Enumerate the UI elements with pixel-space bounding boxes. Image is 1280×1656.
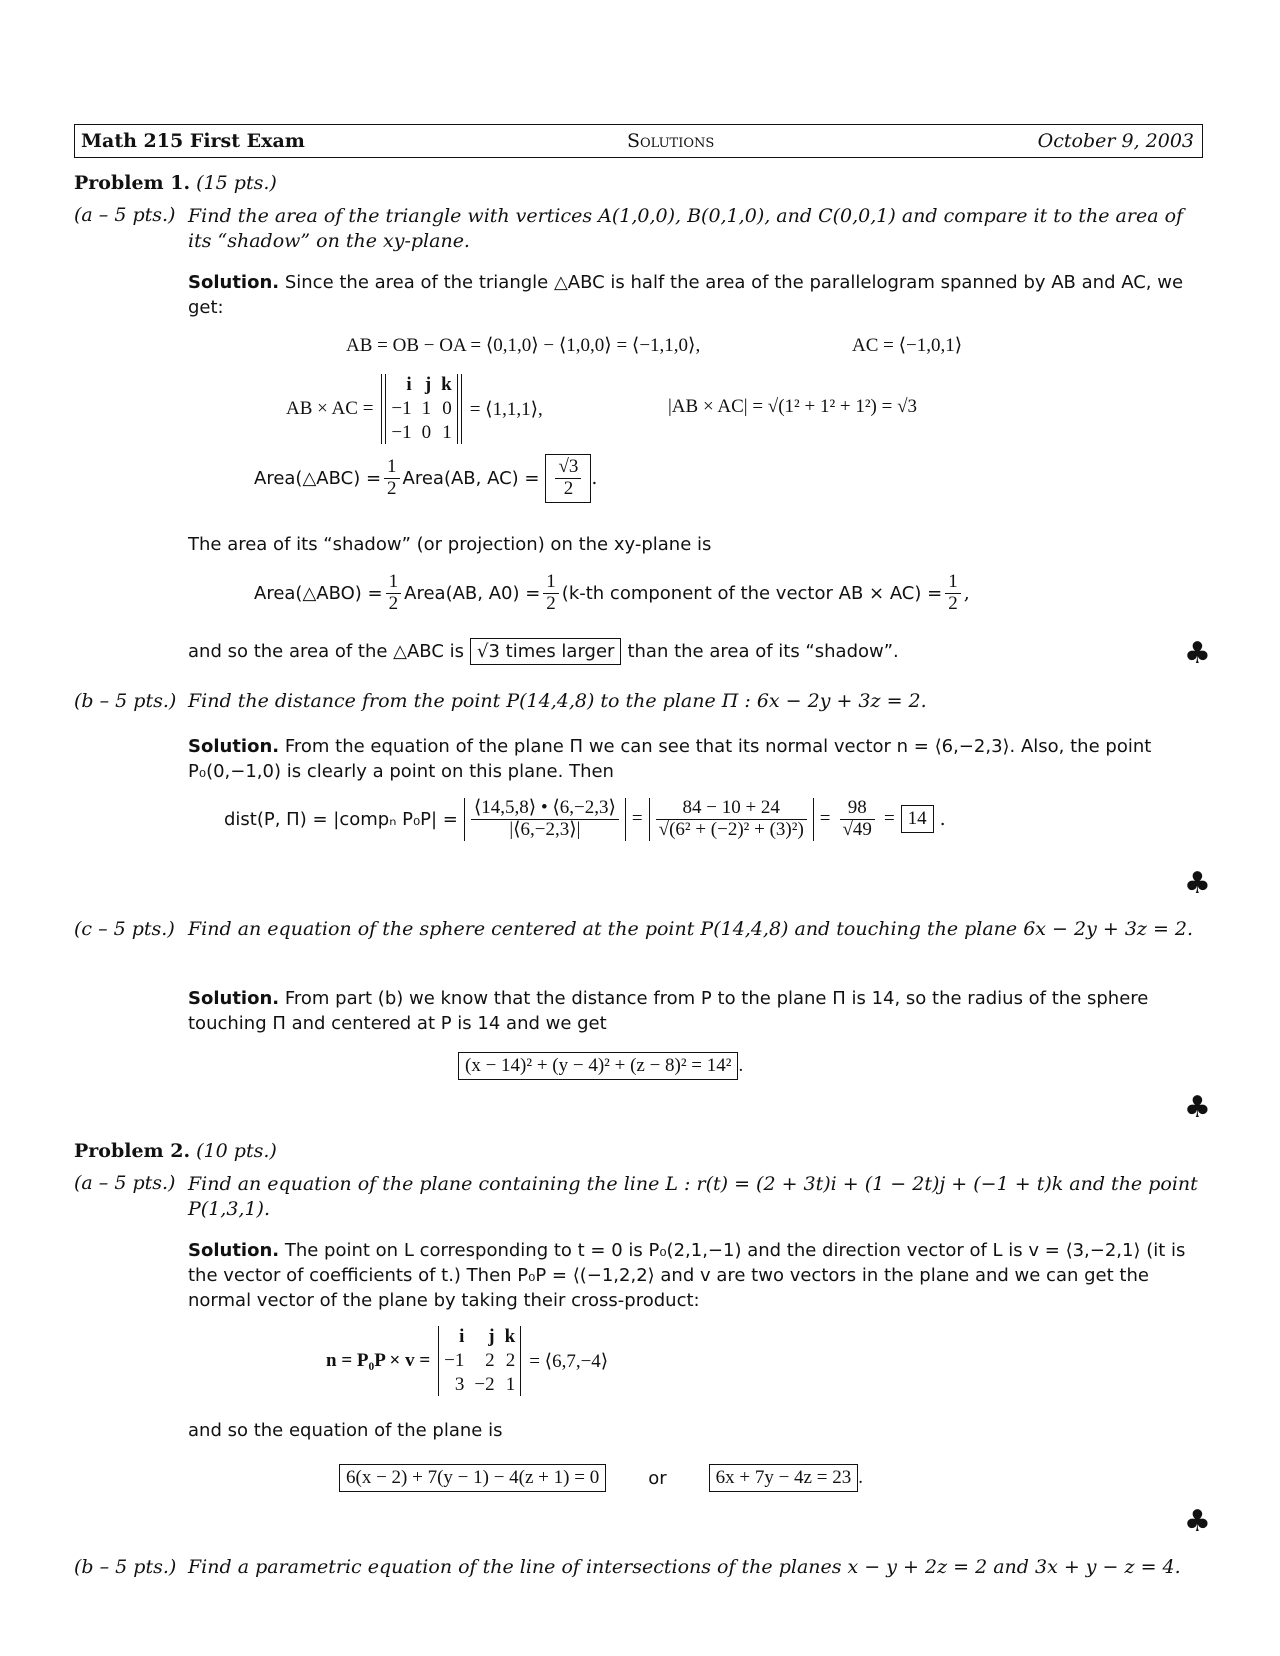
header-title: Solutions xyxy=(627,130,715,152)
normal-matrix xyxy=(438,1326,521,1396)
fraction-denominator: √49 xyxy=(842,818,872,840)
problem-2-heading xyxy=(74,1140,277,1162)
fraction-denominator: 2 xyxy=(546,592,556,614)
matrix-cell: 0 xyxy=(442,398,452,419)
shadow-mid: Area(AB, A0) = xyxy=(404,582,541,604)
cross-norm: |AB × AC| = √(1² + 1² + 1²) = √3 xyxy=(668,396,918,417)
matrix-cell: 2 xyxy=(485,1350,495,1371)
fraction-numerator: √3 xyxy=(555,457,581,479)
solution-label: Solution. xyxy=(188,736,280,757)
period: . xyxy=(939,808,946,831)
normal-rhs: = ⟨6,7,−4⟩ xyxy=(529,1350,609,1372)
abs-fraction-2 xyxy=(649,798,814,841)
problem-1-heading xyxy=(74,172,277,194)
matrix-cell: j xyxy=(488,1326,495,1347)
problem-2-title: Problem 2. xyxy=(74,1140,191,1162)
conclusion-pre: and so the area of the △ABC is xyxy=(188,641,465,662)
fraction-denominator: 2 xyxy=(948,592,958,614)
club-icon: ♣ xyxy=(1184,636,1211,671)
problem-1-points: (15 pts.) xyxy=(196,172,277,194)
fraction-numerator: 84 − 10 + 24 xyxy=(656,798,807,820)
fraction-denominator: 2 xyxy=(563,477,574,499)
plane-answer-box-1: 6(x − 2) + 7(y − 1) − 4(z + 1) = 0 xyxy=(339,1464,606,1492)
plane-answer-box-2: 6x + 7y − 4z = 23 xyxy=(709,1464,859,1492)
cross-matrix xyxy=(385,374,457,444)
shadow-lhs: Area(△ABO) = xyxy=(254,582,383,604)
course-title: Math 215 First Exam xyxy=(81,130,305,152)
part-1a-label: (a – 5 pts.) xyxy=(74,204,176,226)
solution-text: The point on L corresponding to t = 0 is P₀(2,1,−1) and the direction vector of L is v = ⟨3,−2,1⟩ (it is the vector of coefficients of t.) Then P₀P = ⟨(−1,2,2⟩ and v are two vectors in the plane and we can get the normal vector of the plane by taking their cross-product: xyxy=(188,1240,1186,1311)
part-1c-question: Find an equation of the sphere centered at the point P(14,4,8) and touching the plane 6x − 2y + 3z = 2. xyxy=(188,918,1194,940)
fraction xyxy=(471,798,619,841)
fraction-half xyxy=(384,457,400,500)
normal-vector-equation xyxy=(326,1326,608,1396)
shadow-component: (k-th component of the vector AB × AC) = xyxy=(561,582,943,604)
fraction-denominator: 2 xyxy=(387,477,397,499)
eq-ac-vector: AC = ⟨−1,0,1⟩ xyxy=(852,335,963,356)
matrix-cell: −1 xyxy=(391,398,412,419)
area-conclusion xyxy=(188,638,899,665)
distance-lhs: dist(P, Π) = |compₙ P₀P| = xyxy=(224,808,458,830)
fraction xyxy=(656,798,807,841)
exam-header xyxy=(74,124,1203,158)
cross-rhs: = ⟨1,1,1⟩, xyxy=(469,398,543,420)
fraction-denominator: |⟨6,−2,3⟩| xyxy=(509,818,581,840)
or-text: or xyxy=(648,1467,667,1489)
part-1a-solution-intro xyxy=(188,270,1203,320)
part-2a-label: (a – 5 pts.) xyxy=(74,1172,176,1194)
exam-date: October 9, 2003 xyxy=(1037,130,1194,152)
eq-ab-vector: AB = OB − OA = ⟨0,1,0⟩ − ⟨1,0,0⟩ = ⟨−1,1,0⟩, xyxy=(346,335,701,356)
club-icon: ♣ xyxy=(1184,1504,1211,1539)
area-answer-box xyxy=(545,454,591,503)
solution-label: Solution. xyxy=(188,1240,280,1261)
fraction-numerator: ⟨14,5,8⟩ • ⟨6,−2,3⟩ xyxy=(471,798,619,820)
conclusion-answer-box: √3 times larger xyxy=(470,638,621,665)
sphere-answer-box: (x − 14)² + (y − 4)² + (z − 8)² = 14² xyxy=(458,1052,738,1080)
solution-text: From part (b) we know that the distance from P to the plane Π is 14, so the radius of the sphere touching Π and centered at P is 14 and we get xyxy=(188,988,1149,1034)
part-1a-question: Find the area of the triangle with vertices A(1,0,0), B(0,1,0), and C(0,0,1) and compare it to the area of its “shadow” on the xy-plane. xyxy=(188,205,1184,252)
shadow-area-equation xyxy=(254,572,970,615)
matrix-cell: k xyxy=(504,1326,516,1347)
part-2b-label: (b – 5 pts.) xyxy=(74,1556,177,1578)
period: . xyxy=(738,1055,744,1076)
area-lhs: Area(△ABC) = xyxy=(254,467,382,489)
matrix-cell: k xyxy=(441,374,452,395)
conclusion-post: than the area of its “shadow”. xyxy=(627,641,899,662)
matrix-cell: −2 xyxy=(474,1374,495,1395)
fraction-half xyxy=(945,572,961,615)
distance-equation: dist(P, Π) = |compₙ P₀P| = $\frac{⟨14,5,8⟩ • ⟨6,-2,3⟩}{|⟨6,-2,3⟩|}$ = $\frac{84 - 10 + 24}{\text{√(6² + (−2)² + (3)²)}}$ = $\frac{98}{√49}$ = 14 . xyxy=(224,797,946,840)
part-1b-solution xyxy=(188,734,1203,784)
problem-1-title: Problem 1. xyxy=(74,172,191,194)
fraction xyxy=(840,798,875,841)
matrix-cell: 0 xyxy=(421,422,432,443)
period: . xyxy=(858,1467,863,1488)
cross-product-equation xyxy=(286,374,543,444)
shadow-intro: The area of its “shadow” (or projection) on the xy-plane is xyxy=(188,534,712,555)
solution-label: Solution. xyxy=(188,272,280,293)
part-2b-question: Find a parametric equation of the line of intersections of the planes x − y + 2z = 2 and 3x + y − z = 4. xyxy=(188,1556,1181,1578)
problem-2-points: (10 pts.) xyxy=(196,1140,277,1162)
determinant-outer xyxy=(381,374,461,444)
period: . xyxy=(591,467,598,490)
part-1c-label: (c – 5 pts.) xyxy=(74,918,175,940)
matrix-cell: 1 xyxy=(421,398,432,419)
area-mid: Area(AB, AC) = xyxy=(402,467,540,489)
part-2a-solution xyxy=(188,1238,1203,1313)
comma: , xyxy=(963,582,970,605)
matrix-cell: i xyxy=(406,374,412,395)
distance-answer-box: 14 xyxy=(901,805,934,833)
matrix-cell: −1 xyxy=(391,422,412,443)
solution-label: Solution. xyxy=(188,988,280,1009)
normal-lhs: n = P₀P × v = xyxy=(326,1350,431,1371)
plane-intro: and so the equation of the plane is xyxy=(188,1420,503,1441)
part-1b-question: Find the distance from the point P(14,4,8) to the plane Π : 6x − 2y + 3z = 2. xyxy=(188,690,927,712)
part-1b-label: (b – 5 pts.) xyxy=(74,690,177,712)
fraction-half xyxy=(543,572,559,615)
fraction-half xyxy=(386,572,402,615)
fraction-numerator: 1 xyxy=(945,572,961,594)
sphere-equation xyxy=(458,1052,743,1080)
fraction-denominator: 2 xyxy=(388,592,399,614)
part-1c-solution xyxy=(188,986,1203,1036)
area-abc-equation xyxy=(254,454,597,503)
fraction-numerator: 1 xyxy=(386,572,402,594)
fraction-numerator: 1 xyxy=(543,572,559,594)
abs-fraction-1 xyxy=(464,798,626,841)
part-2a-question: Find an equation of the plane containing the line L : r(t) = (2 + 3t)i + (1 − 2t)j + (−1 + t)k and the point P(1,3,1). xyxy=(188,1173,1198,1220)
fraction-numerator: 98 xyxy=(840,798,875,820)
club-icon: ♣ xyxy=(1184,866,1211,901)
matrix-cell: 2 xyxy=(505,1350,516,1371)
fraction-numerator: 1 xyxy=(384,457,400,479)
matrix-cell: i xyxy=(459,1326,465,1347)
club-icon: ♣ xyxy=(1184,1090,1211,1125)
matrix-cell: 1 xyxy=(505,1374,516,1395)
matrix-cell: j xyxy=(424,374,432,395)
cross-lhs: AB × AC = xyxy=(286,398,374,419)
matrix-cell: −1 xyxy=(444,1350,465,1371)
plane-equation xyxy=(339,1464,863,1492)
solution-text: Since the area of the triangle △ABC is half the area of the parallelogram spanned by AB and AC, we get: xyxy=(188,272,1184,318)
fraction-denominator: √(6² + (−2)² + (3)²) xyxy=(658,818,804,840)
matrix-cell: 1 xyxy=(442,422,452,443)
solution-text: From the equation of the plane Π we can see that its normal vector n = ⟨6,−2,3⟩. Also, the point P₀(0,−1,0) is clearly a point on this plane. Then xyxy=(188,736,1152,782)
area-answer-fraction xyxy=(555,457,581,500)
matrix-cell: 3 xyxy=(454,1374,465,1395)
